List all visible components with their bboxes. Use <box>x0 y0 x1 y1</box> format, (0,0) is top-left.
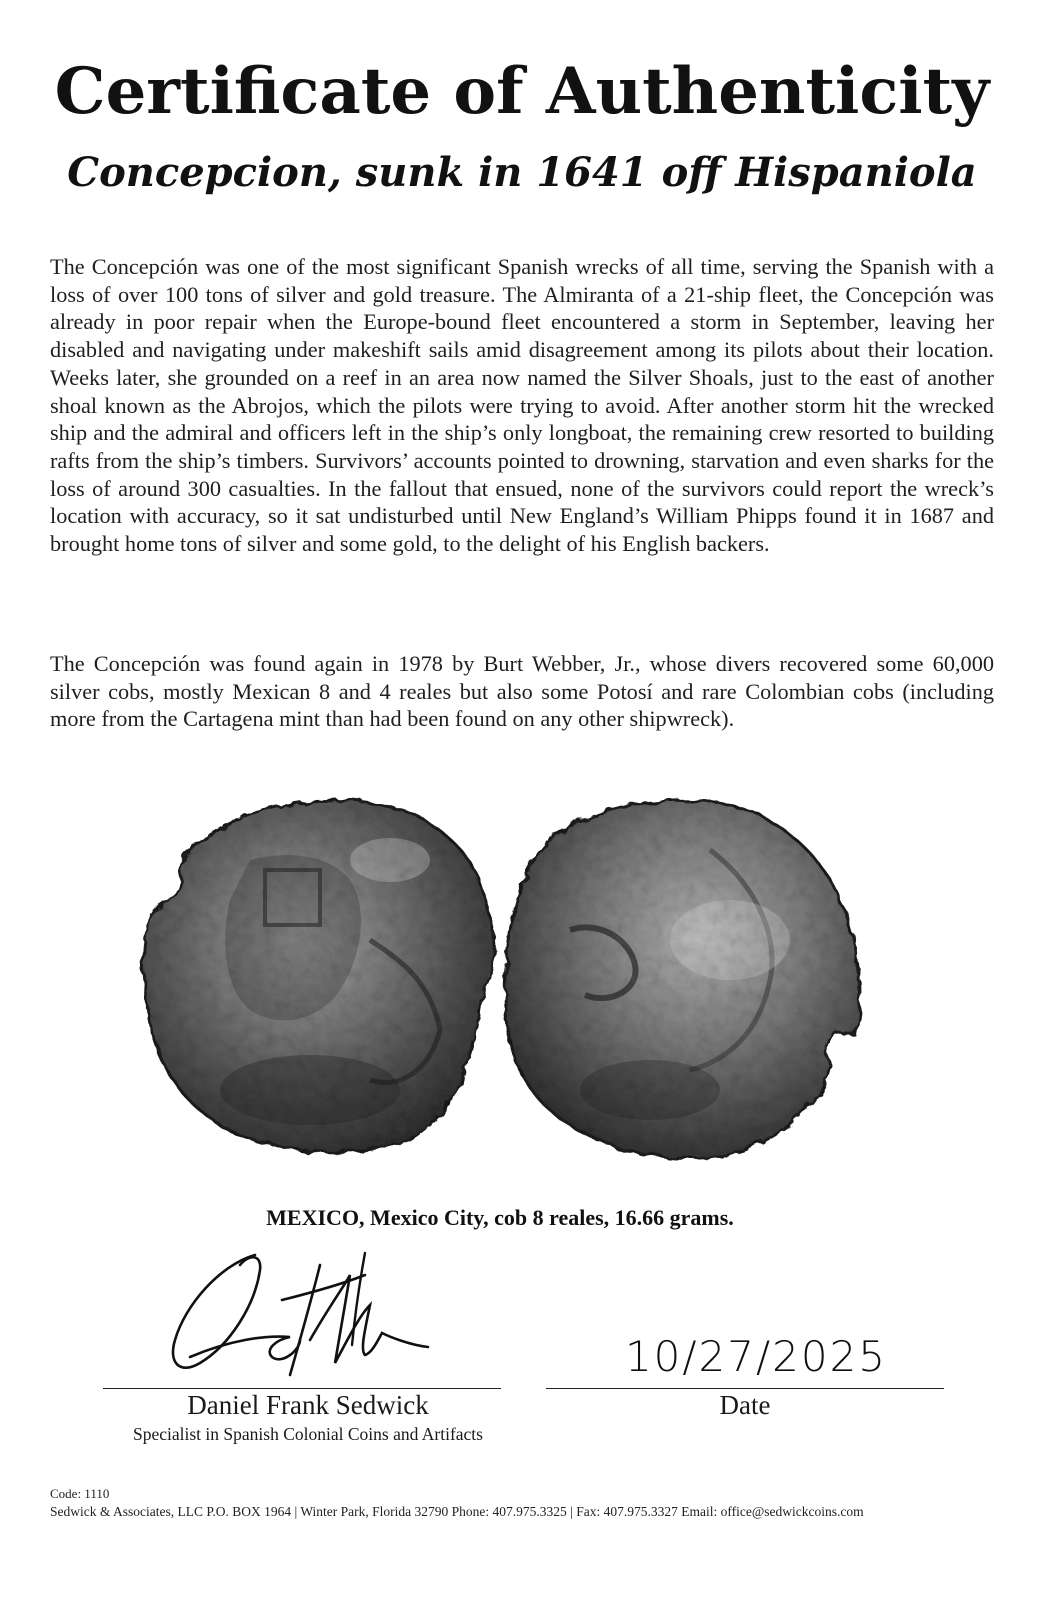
signer-name: Daniel Frank Sedwick <box>187 1390 429 1420</box>
coin-images <box>130 790 910 1170</box>
silver-cob-coin-obverse-icon <box>143 801 494 1153</box>
signer-role: Specialist in Spanish Colonial Coins and Artifacts <box>133 1424 483 1444</box>
date-line <box>546 1388 944 1389</box>
footer-contact: Sedwick & Associates, LLC P.O. BOX 1964 | Winter Park, Florida 32790 Phone: 407.975.3325 | Fax: 407.975.3327 Email: office@sedwickcoins.com <box>50 1504 864 1519</box>
certificate-subtitle: Concepcion, sunk in 1641 off Hispaniola <box>67 149 977 196</box>
signature-line <box>103 1388 501 1389</box>
certificate-title: Certificate of Authenticity <box>54 54 990 129</box>
history-paragraph-2: The Concepción was found again in 1978 by Burt Webber, Jr., whose divers recovered some 60,000 silver cobs, mostly Mexican 8 and 4 reales but also some Potosí and rare Colombian cobs (including more from the Cartagena mint than had been found on any other shipwreck). <box>50 651 994 732</box>
history-paragraph-1: The Concepción was one of the most significant Spanish wrecks of all time, serving the Spanish with a loss of over 100 tons of silver and gold treasure. The Almiranta of a 21-ship fleet, the Concepción was already in poor repair when the Europe-bound fleet encountered a storm in September, leaving her disabled and navigating under makeshift sails amid disagreement among its pilots about their location. Weeks later, she grounded on a reef in an area now named the Silver Shoals, just to the east of another shoal known as the Abrojos, which the pilots were trying to avoid. After another storm hit the wrecked ship and the admiral and officers left in the ship’s only longboat, the remaining crew resorted to building rafts from the ship’s timbers. Survivors’ accounts pointed to drowning, starvation and even sharks for the loss of around 300 casualties. In the fallout that ensued, none of the survivors could report the wreck’s location with accuracy, so it sat undisturbed until New England’s William Phipps found it in 1687 and brought home tons of silver and some gold, to the delight of his English backers. <box>50 254 994 557</box>
signed-date: 10/27/2025 <box>624 1332 888 1381</box>
certificate-code: Code: 1110 <box>50 1486 110 1501</box>
date-label: Date <box>719 1390 771 1420</box>
silver-cob-coin-reverse-icon <box>505 800 860 1158</box>
coin-caption: MEXICO, Mexico City, cob 8 reales, 16.66 grams. <box>266 1205 734 1230</box>
signature-image <box>160 1245 430 1390</box>
